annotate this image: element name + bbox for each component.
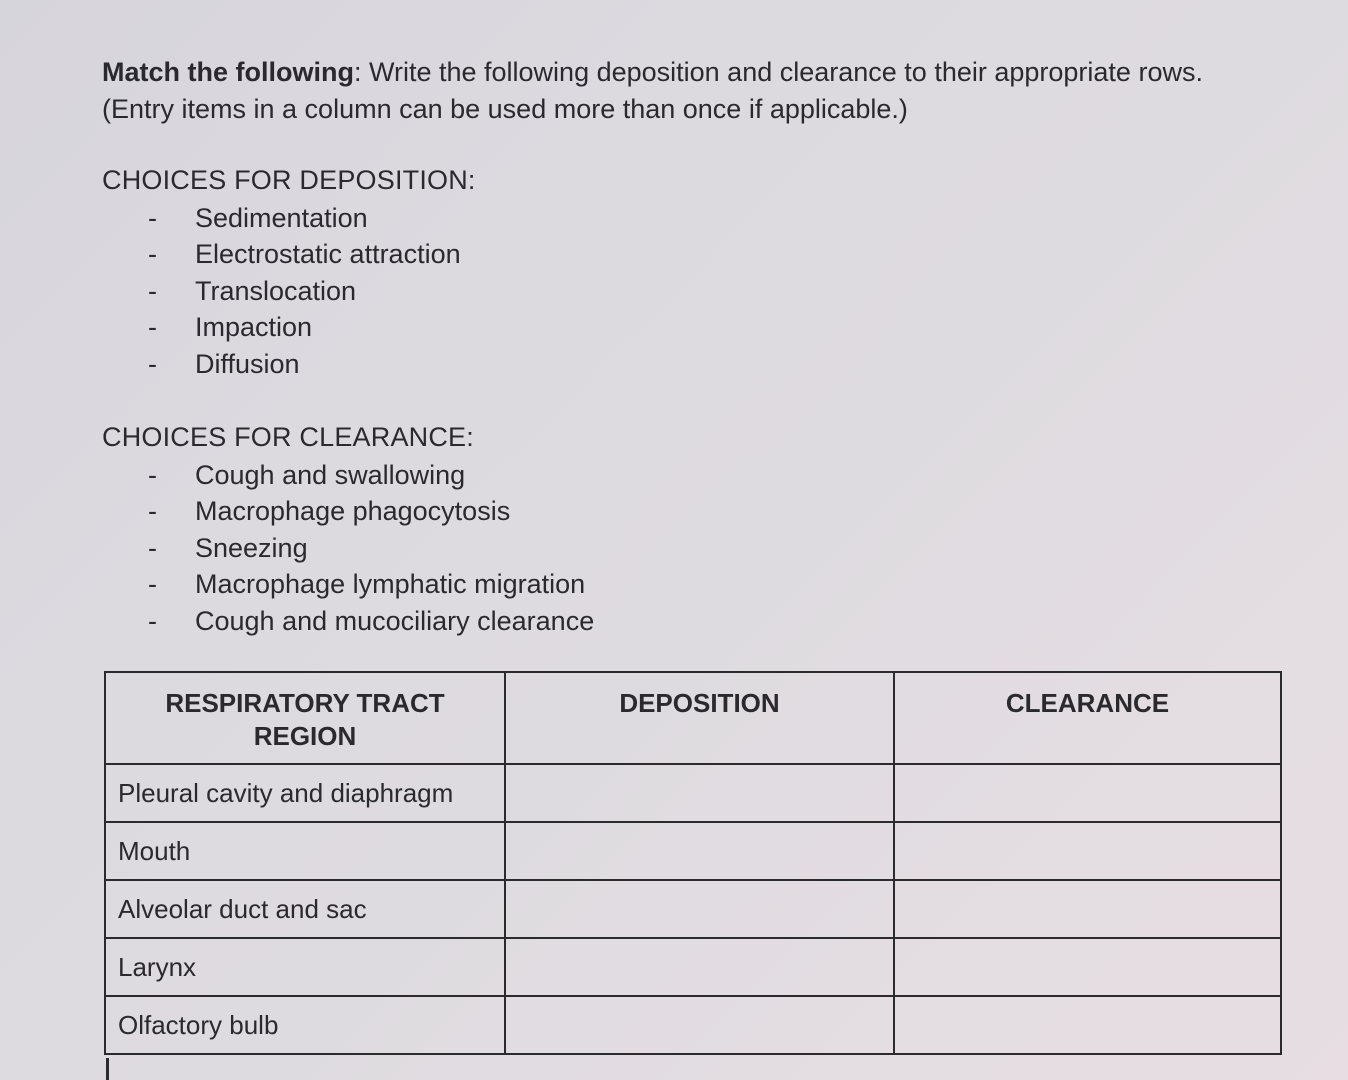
header-deposition: DEPOSITION [505,672,894,764]
clearance-cell[interactable] [894,996,1281,1054]
header-region-line-2: REGION [253,721,357,751]
list-item [148,457,594,494]
header-clearance: CLEARANCE [894,672,1281,764]
clearance-choice: Macrophage lymphatic migration [195,569,586,600]
instructions-bold-lead: Match the following [102,57,354,87]
list-dash: - [148,459,157,490]
clearance-choices-list [148,457,594,640]
deposition-cell[interactable] [505,880,894,938]
instructions-text: : Write the following deposition and clearance to their appropriate rows. [353,57,1203,87]
list-item [148,567,594,604]
instructions-line-2: (Entry items in a column can be used more than once if applicable.) [102,94,908,124]
list-dash: - [148,569,157,600]
table-row [105,996,1281,1054]
list-item [148,494,594,531]
list-item [148,310,461,347]
clearance-choices-title: CHOICES FOR CLEARANCE: [102,422,474,452]
table-row [105,822,1281,880]
region-cell: Pleural cavity and diaphragm [105,764,505,822]
deposition-choice: Sedimentation [195,202,368,233]
list-dash: - [148,239,157,270]
deposition-cell[interactable] [505,996,894,1054]
clearance-cell[interactable] [894,822,1281,880]
table-continuation-line [106,1058,109,1080]
list-item [148,603,594,640]
deposition-choice: Translocation [195,275,357,306]
region-cell: Alveolar duct and sac [105,880,505,938]
deposition-choices-list [148,200,461,383]
region-cell: Olfactory bulb [105,996,505,1054]
list-dash: - [148,532,157,563]
list-item [148,273,461,310]
deposition-choice: Electrostatic attraction [195,239,461,270]
list-item [148,530,594,567]
clearance-choice: Cough and swallowing [195,459,466,490]
matching-table [104,671,1282,1055]
deposition-cell[interactable] [505,764,894,822]
clearance-choice: Cough and mucociliary clearance [195,605,595,636]
table-row [105,880,1281,938]
table-row [105,938,1281,996]
deposition-cell[interactable] [505,938,894,996]
table-header-row [105,672,1281,764]
deposition-choice: Diffusion [195,348,300,379]
clearance-choice: Sneezing [195,532,308,563]
header-region [105,672,505,764]
clearance-cell[interactable] [894,938,1281,996]
list-item [148,200,461,237]
list-dash: - [148,348,157,379]
region-cell: Mouth [105,822,505,880]
table-row [105,764,1281,822]
clearance-cell[interactable] [894,764,1281,822]
instructions [102,54,1282,128]
list-dash: - [148,605,157,636]
clearance-choice: Macrophage phagocytosis [195,496,511,527]
header-region-line-1: RESPIRATORY TRACT [165,688,445,718]
instructions-line-1 [102,54,1282,91]
list-dash: - [148,312,157,343]
deposition-cell[interactable] [505,822,894,880]
region-cell: Larynx [105,938,505,996]
list-dash: - [148,496,157,527]
deposition-choices-title: CHOICES FOR DEPOSITION: [102,165,476,195]
list-item [148,346,461,383]
clearance-cell[interactable] [894,880,1281,938]
deposition-choice: Impaction [195,312,313,343]
list-dash: - [148,202,157,233]
list-dash: - [148,275,157,306]
list-item [148,237,461,274]
